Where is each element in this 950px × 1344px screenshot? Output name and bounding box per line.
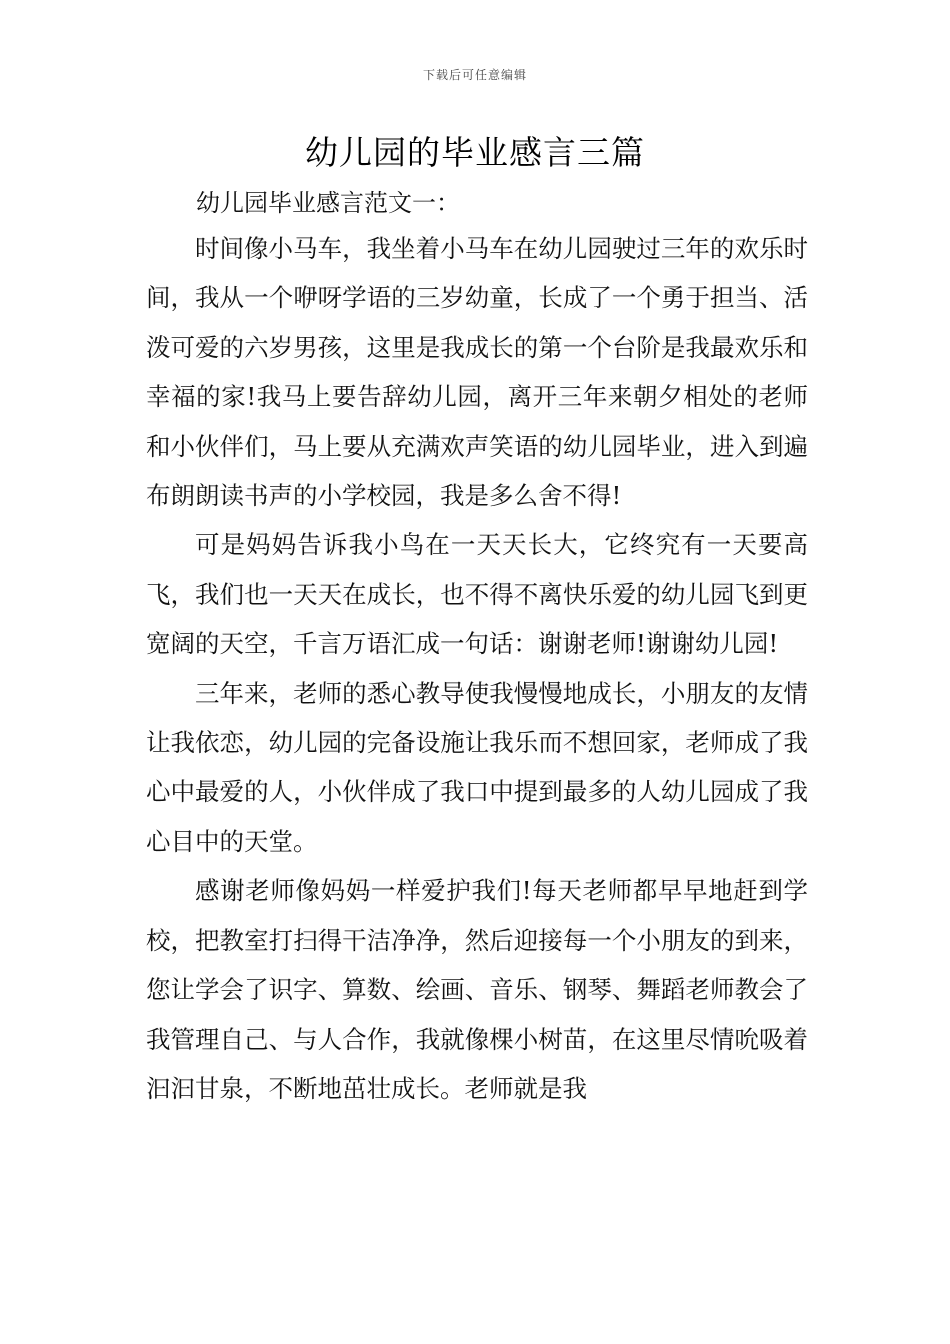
paragraph-2: 可是妈妈告诉我小鸟在一天天长大，它终究有一天要高飞，我们也一天天在成长，也不得不离快乐爱的幼儿园飞到更宽阔的天空，千言万语汇成一句话：谢谢老师!谢谢幼儿园! — [146, 530, 808, 659]
header-note: 下载后可任意编辑 — [422, 68, 527, 82]
paragraph-3: 三年来，老师的悉心教导使我慢慢地成长，小朋友的友情让我依恋，幼儿园的完备设施让我乐而不想回家，老师成了我心中最爱的人，小伙伴成了我口中提到最多的人幼儿园成了我心目中的天堂。 — [146, 678, 808, 856]
document-title: 幼儿园的毕业感言三篇 — [305, 133, 645, 172]
section-subheading: 幼儿园毕业感言范文一： — [196, 189, 460, 217]
paragraph-1: 时间像小马车，我坐着小马车在幼儿园驶过三年的欢乐时间，我从一个咿呀学语的三岁幼童，长成了一个勇于担当、活泼可爱的六岁男孩，这里是我成长的第一个台阶是我最欢乐和幸福的家!我马上要告辞幼儿园，离开三年来朝夕相处的老师和小伙伴们，马上要从充满欢声笑语的幼儿园毕业，进入到遍布朗朗读书声的小学校园，我是多么舍不得! — [146, 234, 808, 511]
body-text — [146, 224, 808, 1113]
paragraph-4: 感谢老师像妈妈一样爱护我们!每天老师都早早地赶到学校，把教室打扫得干洁净净，然后迎接每一个小朋友的到来，您让学会了识字、算数、绘画、音乐、钢琴、舞蹈老师教会了我管理自己、与人合作，我就像棵小树苗，在这里尽情吮吸着汩汩甘泉，不断地茁壮成长。老师就是我 — [146, 876, 808, 1103]
